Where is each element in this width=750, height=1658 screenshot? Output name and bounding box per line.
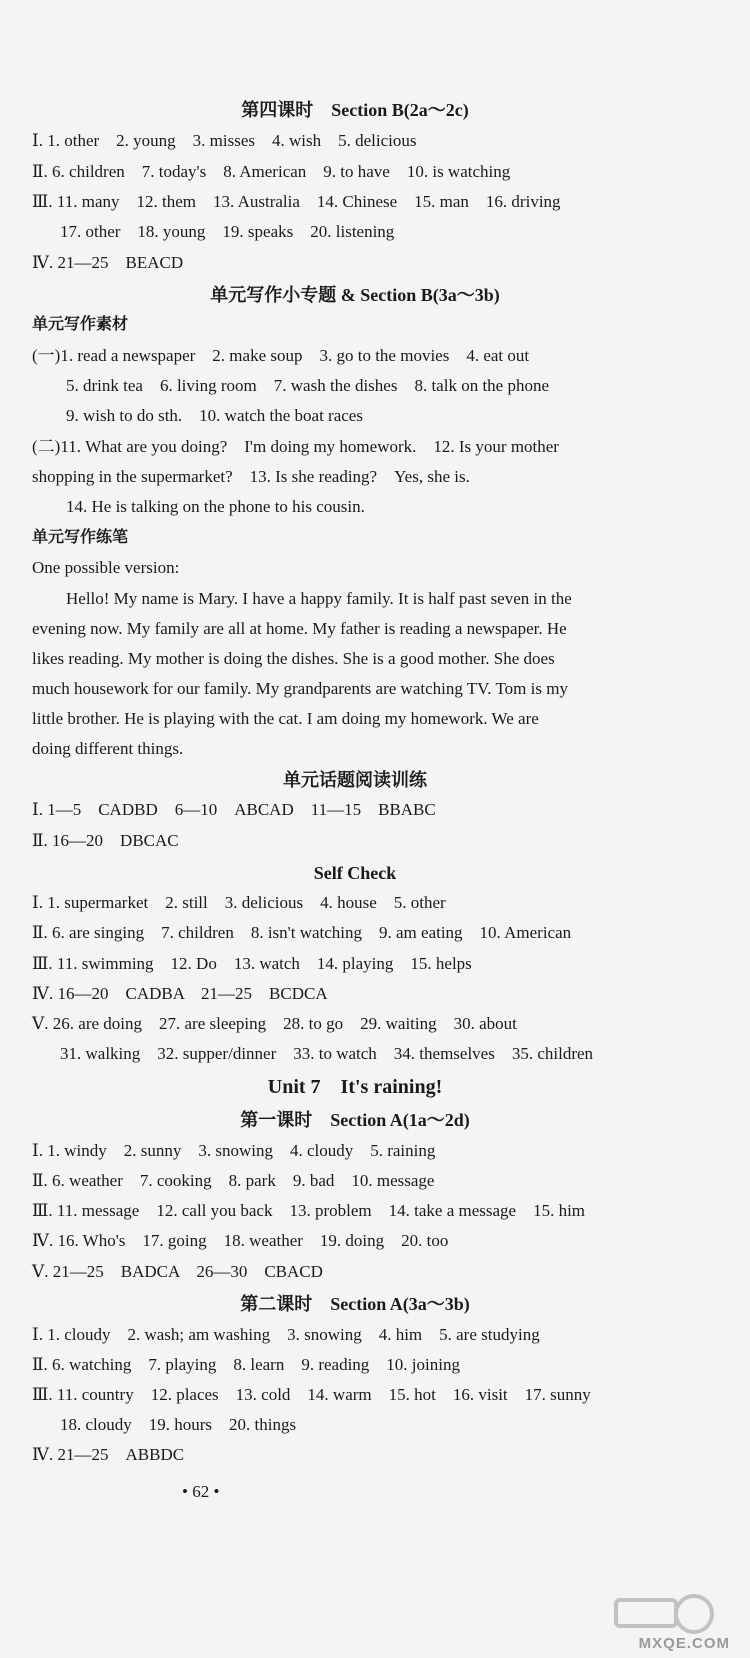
subsection-heading: 单元写作练笔 — [32, 529, 129, 546]
subsection-heading: 单元写作素材 — [32, 316, 129, 333]
answer-line: Ⅰ. 1. windy 2. sunny 3. snowing 4. cloudy 5. raining — [32, 1141, 436, 1160]
answer-line: evening now. My family are all at home. My father is reading a newspaper. He — [32, 619, 567, 638]
watermark-text: MXQE.COM — [638, 1635, 730, 1652]
section-heading: 单元话题阅读训练 — [283, 770, 427, 790]
answer-line: (一)1. read a newspaper 2. make soup 3. go to the movies 4. eat out — [32, 346, 530, 365]
answer-line: (二)11. What are you doing? I'm doing my homework. 12. Is your mother — [32, 437, 559, 456]
answer-line: Ⅰ. 1—5 CADBD 6—10 ABCAD 11—15 BBABC — [32, 800, 436, 819]
answer-line: 18. cloudy 19. hours 20. things — [60, 1415, 297, 1434]
answer-line: Ⅳ. 16. Who's 17. going 18. weather 19. doing 20. too — [32, 1231, 449, 1250]
answer-line: likes reading. My mother is doing the dishes. She is a good mother. She does — [32, 649, 555, 668]
section-heading: 第一课时 Section A(1a～2d) — [240, 1110, 470, 1130]
answer-line: Ⅰ. 1. cloudy 2. wash; am washing 3. snowing 4. him 5. are studying — [32, 1325, 540, 1344]
answer-line: little brother. He is playing with the cat. I am doing my homework. We are — [32, 709, 539, 728]
answer-line: Ⅲ. 11. message 12. call you back 13. problem 14. take a message 15. him — [32, 1201, 586, 1220]
answer-line: Ⅳ. 21—25 BEACD — [32, 253, 184, 272]
answer-line: Ⅳ. 21—25 ABBDC — [32, 1445, 185, 1464]
answer-line: Ⅱ. 6. children 7. today's 8. American 9. to have 10. is watching — [32, 162, 511, 181]
answer-line: Ⅱ. 6. watching 7. playing 8. learn 9. reading 10. joining — [32, 1355, 460, 1374]
answer-line: much housework for our family. My grandparents are watching TV. Tom is my — [32, 679, 568, 698]
answer-line: One possible version: — [32, 558, 180, 577]
section-heading: Unit 7 It's raining! — [267, 1076, 443, 1098]
answer-line: Ⅲ. 11. swimming 12. Do 13. watch 14. playing 15. helps — [32, 954, 472, 973]
answer-line: 14. He is talking on the phone to his cousin. — [66, 497, 365, 516]
answer-line: Ⅰ. 1. supermarket 2. still 3. delicious 4. house 5. other — [32, 893, 446, 912]
section-heading: Self Check — [313, 863, 397, 883]
answer-line: Ⅱ. 6. are singing 7. children 8. isn't watching 9. am eating 10. American — [32, 923, 572, 942]
answer-line: shopping in the supermarket? 13. Is she reading? Yes, she is. — [32, 467, 470, 486]
page-number: • 62 • — [182, 1482, 220, 1501]
answer-line: Ⅰ. 1. other 2. young 3. misses 4. wish 5. delicious — [32, 131, 417, 150]
answer-line: Ⅴ. 26. are doing 27. are sleeping 28. to go 29. waiting 30. about — [32, 1014, 517, 1033]
answer-line: 9. wish to do sth. 10. watch the boat races — [66, 406, 363, 425]
section-heading: 第四课时 Section B(2a～2c) — [241, 100, 469, 120]
answer-line: Ⅳ. 16—20 CADBA 21—25 BCDCA — [32, 984, 328, 1003]
answer-line: Hello! My name is Mary. I have a happy family. It is half past seven in the — [66, 589, 572, 608]
answer-line: Ⅲ. 11. country 12. places 13. cold 14. warm 15. hot 16. visit 17. sunny — [32, 1385, 591, 1404]
answer-line: 31. walking 32. supper/dinner 33. to watch 34. themselves 35. children — [60, 1044, 594, 1063]
section-heading: 第二课时 Section A(3a～3b) — [240, 1294, 470, 1314]
section-heading: 单元写作小专题 & Section B(3a～3b) — [210, 285, 500, 305]
answer-line: Ⅱ. 16—20 DBCAC — [32, 831, 179, 850]
answer-line: 5. drink tea 6. living room 7. wash the dishes 8. talk on the phone — [66, 376, 550, 395]
answer-line: Ⅱ. 6. weather 7. cooking 8. park 9. bad 10. message — [32, 1171, 435, 1190]
answer-line: Ⅲ. 11. many 12. them 13. Australia 14. Chinese 15. man 16. driving — [32, 192, 561, 211]
answer-line: 17. other 18. young 19. speaks 20. listening — [60, 222, 395, 241]
answer-line: doing different things. — [32, 739, 184, 758]
answer-line: Ⅴ. 21—25 BADCA 26—30 CBACD — [32, 1262, 323, 1281]
